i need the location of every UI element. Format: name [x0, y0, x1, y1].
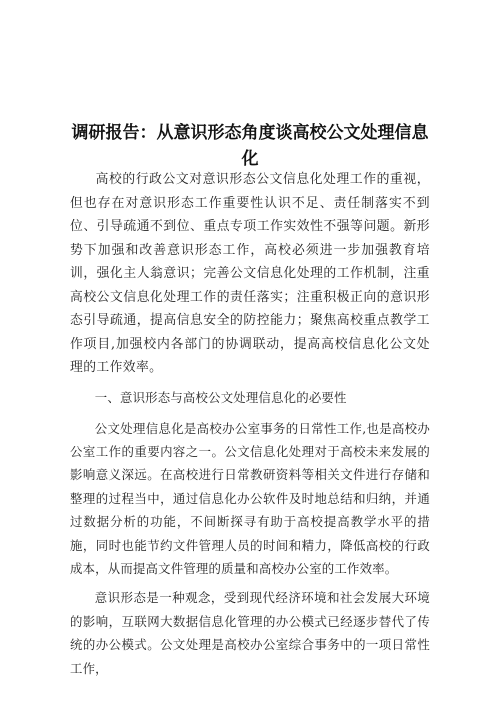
body-paragraph-1: 公文处理信息化是高校办公室事务的日常性工作,也是高校办公室工作的重要内容之一。公文信息化处理对于高校未来发展的影响意义深远。在高校进行日常教研资料等相关文件进行存储和整理的过程当中，通过信息化办公软件及时地总结和归纳，并通过数据分析的功能，不间断探寻有助于高校提高教学水平的措施，同时也能节约文件管理人员的时间和精力，降低高校的行政成本，从而提高文件管理的质量和高校办公室的工作效率。: [70, 420, 430, 576]
document-title: 调研报告：从意识形态角度谈高校公文处理信息化: [71, 123, 429, 169]
body-paragraph-2: 意识形态是一种观念，受到现代经济环境和社会发展大环境的影响，互联网大数据信息化管理的办公模式已经逐步替代了传统的办公模式。公文处理是高校办公室综合事务中的一项日常性工作，: [70, 590, 430, 676]
section-heading-1: 一、意识形态与高校公文处理信息化的必要性: [94, 389, 347, 405]
document-body: [70, 168, 430, 686]
intro-paragraph: 高校的行政公文对意识形态公文信息化处理工作的重视，但也存在对意识形态工作重要性认识不足、责任制落实不到位、引导疏通不到位、重点专项工作实效性不强等问题。新形势下加强和改善意识形态工作，高校必须进一步加强教育培训，强化主人翁意识；完善公文信息化处理的工作机制，注重高校公文信息化处理工作的责任落实；注重积极正向的意识形态引导疏通，提高信息安全的防控能力；聚焦高校重点教学工作项目,加强校内各部门的协调联动，提高高校信息化公文处理的工作效率。: [70, 172, 430, 375]
